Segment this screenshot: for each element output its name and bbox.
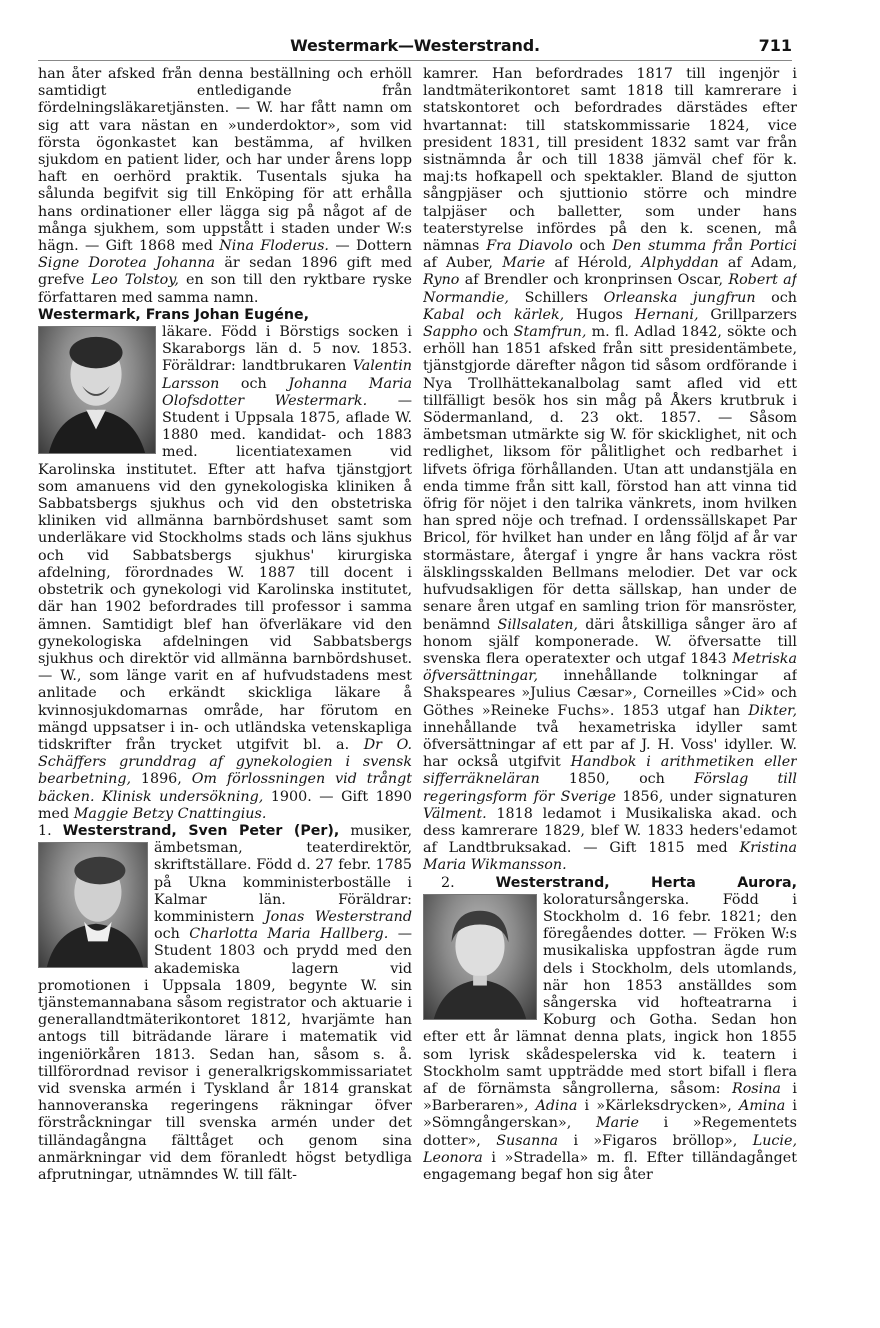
portrait-image [38,326,156,454]
running-title: Westermark—Westerstrand. [290,36,540,55]
running-header [38,36,792,58]
entry-westerstrand-herta: 2. Westerstrand, Herta Aurora, koloratursångerska. Född i Stockholm d. 16 febr. 1821; den föregåendes dotter. — Fröken W:s musikaliska uppfostran ägde rum dels i Stockholm, dels utomlands, när hon 1853 anställdes som sångerska vid hofteatrarna i Koburg och Gotha. Sedan hon efter ett år lämnat denna plats, ingick hon 1855 som lyrisk skådespelerska vid k. teatern i Stockholm samt uppträdde med stort bifall i flera af de förnämsta sångrollerna, såsom: Rosina i »Barberaren», Adina i »Kärleksdrycken», Amina i »Sömngångerskan», Marie i »Regementets dotter», Susanna i »Figaros bröllop», Lucie, Leonora i »Stradella» m. fl. Efter tilländagånget engagemang begaf hon sig åter [423,874,797,1183]
entry-westermark-frans: Westermark, Frans Johan Eugéne, läkare. Född i Börstigs socken i Skaraborgs län d. 5 nov. 1853. Föräldrar: landtbrukaren Valentin Larsson och Johanna Maria Olofsdotter Westermark. — Student i Uppsala 1875, aflade W. 1880 med. kandidat- och 1883 med. licentiatexamen vid Karolinska institutet. Efter att hafva tjänstgjort som amanuens vid den gynekologiska kliniken å Sabbatsbergs sjukhus och vid den obstetriska kliniken vid allmänna barnbördshuset samt som underläkare vid Stockholms stads och läns sjukhus och vid Sabbatsbergs sjukhus' kirurgiska afdelning, förordnades W. 1887 till docent i obstetrik och gynekologi vid Karolinska institutet, där han 1902 befordrades till professor i samma ämnen. Samtidigt blef han öfverläkare vid den gynekologiska afdelningen vid Sabbatsbergs sjukhus och direktör vid allmänna barnbördshuset. — W., som länge varit en af hufvudstadens mest anlitade och erkändt skickliga läkare å kvinnosjukdomarnas område, har förutom en mängd uppsatser i in- och utländska vetenskapliga tidskrifter från trycket utgifvit bl. a. Dr O. Schäffers grunddrag af gynekologien i svensk bearbetning, 1896, Om förlossningen vid trångt bäcken. Klinisk undersökning, 1900. — Gift 1890 med Maggie Betzy Cnattingius. [38,306,412,822]
entry-continuation: han åter afsked från denna beställning och erhöll samtidigt entledigande från fördelningsläkaretjänsten. — W. har fått namn om sig att vara nästan en »underdoktor», som vid första ögonkastet kan bestämma, af hvilken sjukdom en patient lider, och har under årens lopp haft en oerhörd praktik. Tusentals sjuka ha sålunda begifvit sig till Enköping för att erhålla hans ordinationer eller lägga sig på något af de många sjukhem, som uppstått i staden under W:s hägn. — Gift 1868 med Nina Floderus. — Dottern Signe Dorotea Johanna är sedan 1896 gift med grefve Leo Tolstoy, en son till den ryktbare ryske författaren med samma namn. [38,66,412,306]
left-column [38,66,412,1306]
portrait-image [38,842,148,968]
page-number: 711 [758,36,792,55]
entry-heading: Westerstrand, Sven Peter (Per), [62,822,340,839]
portrait-image [423,894,537,1020]
right-column [423,66,797,1306]
entry-westerstrand-sven: 1. Westerstrand, Sven Peter (Per), musiker, ämbetsman, teaterdirektör, skriftställare. Född d. 27 febr. 1785 på Ukna komministerboställe i Kalmar län. Föräldrar: komministern Jonas Westerstrand och Charlotta Maria Hallberg. — Student 1803 och prydd med den akademiska lagern vid promotionen i Uppsala 1809, begynte W. sin tjänstemannabana såsom registrator och aktuarie i generallandtmäterikontoret 1812, hvarjämte han antogs till biträdande lärare i matematik vid ingeniörkåren 1813. Sedan han, såsom s. å. tillförordnad revisor i generalkrigskommissariatet vid svenska armén i Tyskland år 1814 granskat hannoveranska regeringens räkningar öfver förstråckningar till svenska armén under det tilländagångna fälttåget och genom sina anmärkningar vid dem föranledt högst betydliga afprutningar, utnämndes W. till fält- [38,822,412,1183]
entry-westerstrand-sven-continued: kamrer. Han befordrades 1817 till ingenjör i landtmäterikontoret samt 1818 till kamrerare i statskontoret och befordrades därstädes efter hvartannat: till statskommissarie 1824, vice president 1831, till president 1832 samt var från sistnämnda år och till 1838 jämväl chef för k. maj:ts hofkapell och spektakler. Bland de sjutton sångpjäser och sjuttionio större och mindre talpjäser och balletter, som under hans teaterstyrelse infördes på den k. scenen, må nämnas Fra Diavolo och Den stumma från Portici af Auber, Marie af Hérold, Alphyddan af Adam, Ryno af Brendler och kronprinsen Oscar, Robert af Normandie, Schillers Orleanska jungfrun och Kabal och kärlek, Hugos Hernani, Grillparzers Sappho och Stamfrun, m. fl. Adlad 1842, sökte och erhöll han 1851 afsked från sitt presidentämbete, tjänstgjorde därefter någon tid såsom ordförande i Nya Trollhättekanalbolag samt afled vid ett tillfälligt besök hos sin måg på Åkers krutbruk i Södermanland, d. 23 okt. 1857. — Såsom ämbetsman utmärkte sig W. för skicklighet, nit och redlighet, liksom för pålitlighet och redbarhet i lifvets öfriga förhållanden. Utan att undanstjäla en enda timme från sitt kall, förstod han att vinna tid öfrig för nöjet i den talrika vänkrets, inom hvilken han spred nöje och trefnad. I ordenssällskapet Par Bricol, för hvilket han under en lång följd af år var stormästare, återgaf i yngre år hans vackra röst älsklingsskalden Bellmans melodier. Det var ock hufvudsakligen för detta sällskap, han under de senare åren utgaf en samling trion för mansröster, benämnd Sillsalaten, däri åtskilliga sånger äro af honom själf komponerade. W. öfversatte till svenska flera operatexter och utgaf 1843 Metriska öfversättningar, innehållande tolkningar af Shakspeares »Julius Cæsar», Corneilles »Cid» och Göthes »Reineke Fuchs». 1853 utgaf han Dikter, innehållande två hexametriska idyller samt öfversättningar af ett par af J. H. Voss' idyller. W. har också utgifvit Handbok i arithmetiken eller sifferräkneläran 1850, och Förslag till regeringsform för Sverige 1856, under signaturen Välment. 1818 ledamot i Musikaliska akad. och dess kamrerare 1829, blef W. 1833 heders'edamot af Landtbruksakad. — Gift 1815 med Kristina Maria Wikmansson. [423,66,797,874]
entry-heading: Westerstrand, Herta Aurora, [495,874,797,891]
entry-heading: Westermark, Frans Johan Eugéne, [38,306,309,323]
header-rule [38,60,792,61]
